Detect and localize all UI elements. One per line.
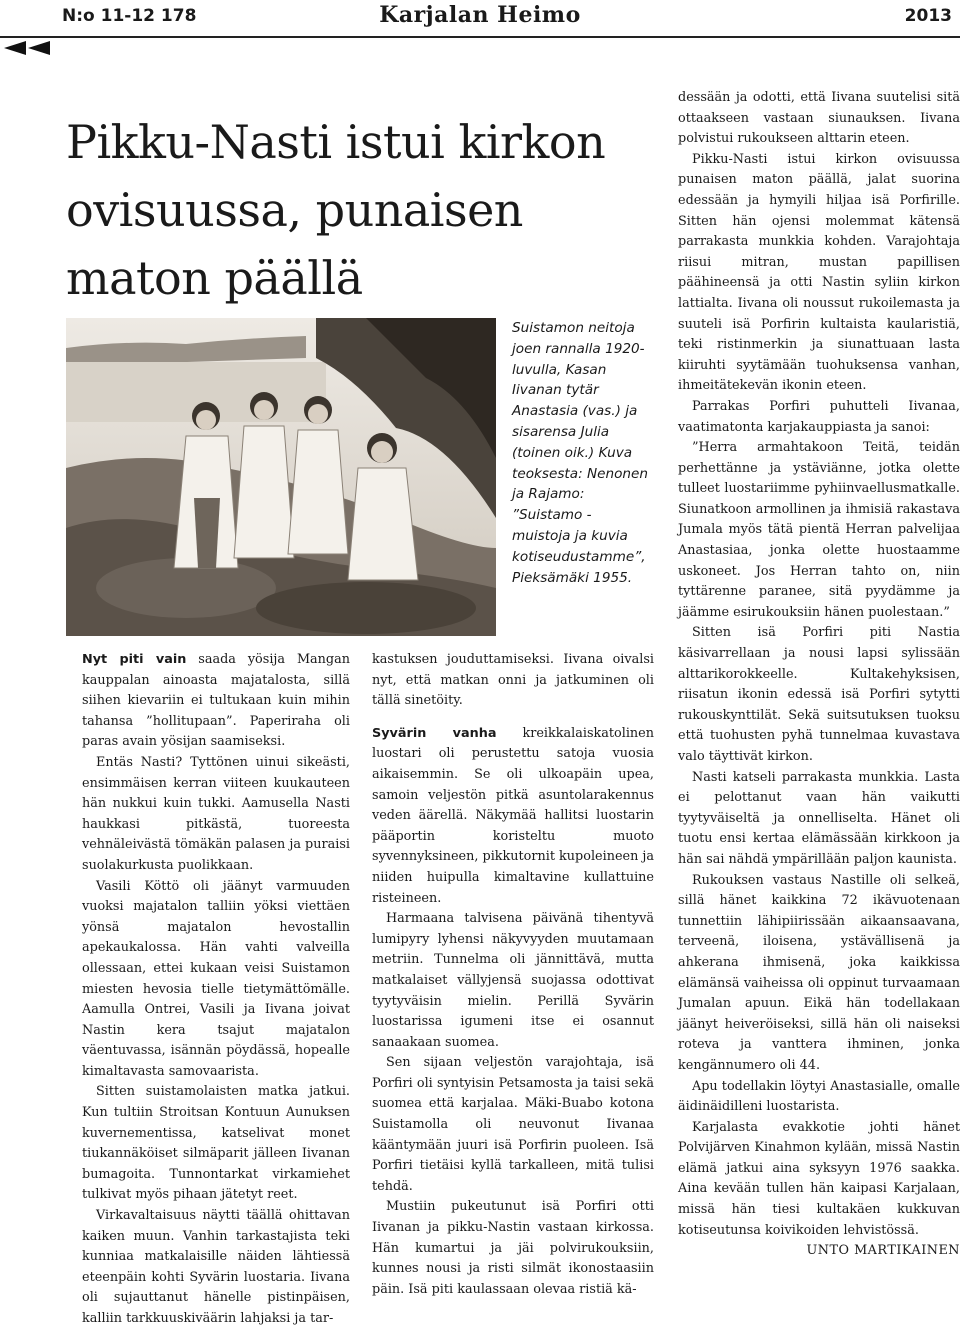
paragraph-text: saada yösija Mangan kauppalan ainoasta majatalosta, sillä siihen kievariin ei tultukaan kuin mihin tahansa ”hollitupaan”. Paperiraha oli paras avain yösijan saamiseksi.	[82, 652, 350, 750]
paragraph: ”Herra armahtakoon Teitä, teidän perhettänne ja ystäviänne, jotka olette tulleet luostariimme pyhiinvaellusmatkalle. Siunatkoon armollinen ja ihmisiä rakastava Jumala myös tätä pientä Herran palvelijaa Anastasiaa, jonka olette huostaamme uskoneet. Jos Herran tahto on, niin tyttärenne paranee, sitä pyydämme ja jäämme esirukouksiin hänen puolestaan.”	[678, 440, 960, 620]
issue-year: 2013	[904, 6, 952, 26]
paragraph: Virkavaltaisuus näytti täällä ohittavan kaiken muun. Vanhin tarkastajista teki kunniaa matkalaisille näiden lähtiessä eteenpäin kohti Syvärin luostaria. Iivana oli sujauttanut hänelle pistinpäisen, kalliin tarkkuuskiväärin lahjaksi ja tar-	[82, 1208, 350, 1326]
header-rule	[0, 36, 960, 38]
paragraph: Pikku-Nasti istui kirkon ovisuussa punaisen maton päällä, jalat suorina edessään ja hymyili hiljaa isä Porfirille. Sitten hän ojensi molemmat kätensä parrakasta munkkia kohden. Varajohtaja riisui mitran, mustan papillisen päähineensä ja otti Nastin syliin kirkon lattialta. Iivana oli noussut rukoilemasta ja suuteli isä Porfirin kultaista kaularistiä, teki ristinmerkin ja siunattuaan lasta kiiruhti syytämään tuohuksensa vanhan, ihmeitätekevän ikonin eteen.	[678, 151, 960, 394]
paragraph: Mustiin pukeutunut isä Porfiri otti Iivanan ja pikku-Nastin vastaan kirkossa. Hän kumartui ja jäi polvirukouksiin, kunnes nousi ja risti silmät ikonostaasiin päin. Isä piti kaulassaan olevaa ristiä kä-	[372, 1199, 654, 1297]
paragraph	[372, 724, 654, 909]
masthead: Karjalan Heimo	[379, 2, 581, 28]
paragraph: Nasti katseli parrakasta munkkia. Lasta ei pelottanut vaan hän vaikutti tyytyväiseltä ja onnelliselta. Hänet oli tuotu ensi kertaa elämässään kirkkoon ja hän sai nähdä ympärillään paljon kaunista.	[678, 769, 960, 867]
lead-in: Nyt piti vain	[82, 652, 187, 667]
paragraph: dessään ja odotti, että Iivana suutelisi sitä ottaakseen vastaan siunauksen. Iivana polvistui rukoukseen alttarin eteen.	[678, 90, 960, 147]
paragraph: Sen sijaan veljestön varajohtaja, isä Porfiri oli syntyisin Petsamosta ja taisi sekä suomea että karjalaa. Mäki-Buabo kotona Suistamolla oli neuvonut Iivanaa kääntymään juuri isä Porfirin puoleen. Isä Porfiri tietäisi kyllä tarkalleen, mitä tulisi tehdä.	[372, 1055, 654, 1194]
paragraph: Vasili Köttö oli jäänyt varmuuden vuoksi majatalon talliin yöksi viettäen yönsä majatalon hevostallin apekaukalossa. Hän vahti valveilla ollessaan, ettei kukaan veisi Suistamon miesten hevosia tielle tietymättömälle. Aamulla Ontrei, Vasili ja Iivana joivat Nastin kera tsajut majatalon väentuvassa, isännän pöydässä, hopealle kimaltavasta samovaarista.	[82, 878, 350, 1079]
photo-caption: Suistamon neitoja joen rannalla 1920-luvulla, Kasan Iivanan tytär Anastasia (vas.) ja sisarensa Julia (toinen oik.) Kuva teoksesta: Nenonen ja Rajamo: ”Suistamo - muistoja ja kuvia kotiseudustamme”, Pieksämäki 1955.	[512, 320, 649, 586]
paragraph	[82, 650, 350, 753]
paragraph: Rukouksen vastaus Nastille oli selkeä, sillä hänet kaikkina 72 ikävuotenaan tunnettiin lähipiirissään aikaansaavana, terveenä, iloisena, ystävällisenä ja ahkerana ihmisenä, joka kaikkissa elämänsä vaiheissa oli oppinut turvaamaan Jumalan apuun. Eikä hän todellakaan jäänyt heiveröiseksi, sillä hän oli naiseksi roteva ja vanttera ihminen, jonka kengännumero oli 44.	[678, 872, 960, 1073]
column-2	[372, 650, 654, 1300]
article-title: Pikku-Nasti istui kirkon ovisuussa, punaisen maton päällä	[66, 115, 606, 305]
column-3	[678, 88, 960, 1262]
author-signature: UNTO MARTIKAINEN	[806, 1243, 960, 1259]
paragraph: kastuksen jouduttamiseksi. Iivana oivalsi nyt, että matkan onni ja jatkuminen oli tällä sinetöity.	[372, 652, 654, 709]
paragraph: Karjalasta evakkotie johti hänet Polvijärven Kinahmon kylään, missä Nastin elämä jatkui aina syksyyn 1976 saakka. Aina kevään tullen hän kaipasi Karjalaan, missä hän tiesi kultakäen kukkuvan kotiseutunsa koivikoiden lehvistössä.	[678, 1119, 960, 1238]
paragraph: Sitten isä Porfiri piti Nastia käsivarrellaan ja nousi lapsi sylissään alttarikorokkeelle. Kultakehyksisen, riisatun ikonin edessä isä Porfiri sytytti rukouskynttilät. Sekä suitsutuksen tuoksu että tuohusten pyhä tunnelmaa kuvastava valo täyttivät kirkon.	[678, 625, 960, 764]
paragraph: Parrakas Porfiri puhutteli Iivanaa, vaatimatonta karjakauppiasta ja sanoi:	[678, 398, 960, 435]
issue-number: N:o 11-12 178	[62, 6, 197, 26]
back-arrows-icon	[4, 40, 64, 56]
historical-photo	[66, 318, 496, 636]
page-header	[0, 0, 960, 40]
paragraph: Harmaana talvisena päivänä tihentyvä lumipyry lyhensi näkyvyyden muutamaan metriin. Tunnelma oli jännittävä, mutta matkalaiset vällyjensä suojassa odottivat tyytyväisin mielin. Perillä Syvärin luostarissa igumeni itse ei osannut sanaakaan suomea.	[372, 911, 654, 1050]
paragraph: Entäs Nasti? Tyttönen uinui sikeästi, ensimmäisen kerran viiteen kuukauteen hän nukkui kuin tukki. Aamusella Nasti haukkasi pitkästä, tuoreesta vehnäleivästä tömäkän palasen ja puraisi suolakurkusta puolikkaan.	[82, 754, 350, 873]
column-1	[82, 650, 350, 1330]
paragraph: Sitten suistamolaisten matka jatkui. Kun tultiin Stroitsan Kontuun Aunuksen kuvernementissa, katselivat monet tiukannäköiset silmäparit jälleen Iivanan bumagoita. Tunnontarkat virkamiehet tulkivat myös pihaan jätetyt reet.	[82, 1084, 350, 1203]
paragraph: Apu todellakin löytyi Anastasialle, omalle äidinäidilleni luostarista.	[678, 1078, 960, 1115]
lead-in: Syvärin vanha	[372, 725, 497, 741]
paragraph-text: kreikkalaiskatolinen luostari oli perustettu satoja vuosia aikaisemmin. Se oli ulkoapäin upea, samoin veljestön pitkä asuntolarakennus veden äärellä. Näkymää hallitsi luostarin pääportin koristeltu muoto syvennyksineen, pikkutornit kupoleineen ja niiden huipulla kimaltavine kullattuine risteineen.	[372, 725, 654, 906]
